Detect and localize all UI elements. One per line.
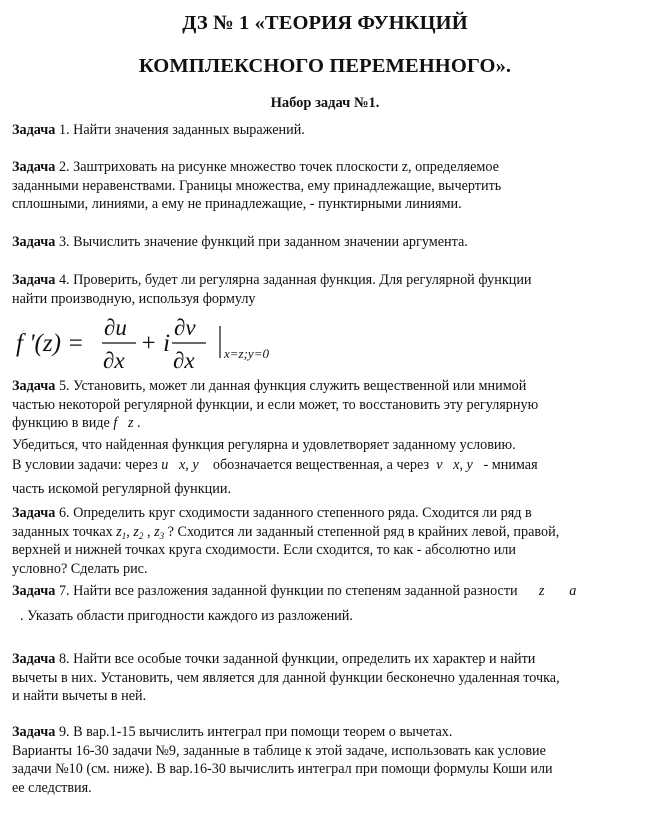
task-line: задачи №10 (см. ниже). В вар.16-30 вычислить интеграл при помощи формулы Коши или xyxy=(12,761,553,778)
task-number: 2. xyxy=(55,159,70,175)
task-line xyxy=(12,456,637,475)
math-z3: $z_3$ xyxy=(154,523,165,541)
task-text: Проверить, будет ли регулярна заданная функция. Для регулярной функции xyxy=(69,272,532,288)
math-vxy: x, y xyxy=(453,457,473,474)
task-line: частью некоторой регулярной функции, и если может, то восстановить эту регулярную xyxy=(12,396,539,413)
task-text: В вар.1-15 вычислить интеграл при помощи теорем о вычетах. xyxy=(69,724,453,740)
math-uxy: x, y xyxy=(178,457,199,474)
task-label: Задача xyxy=(12,505,56,521)
task-label: Задача xyxy=(12,159,56,175)
task-1 xyxy=(12,121,637,140)
formula-lhs: f '(z) = xyxy=(16,330,85,357)
task-number: 6. xyxy=(55,505,70,521)
task-text: Заштриховать на рисунке множество точек плоскости z, определяемое xyxy=(69,159,499,175)
task-line: верхней и нижней точках круга сходимости. Если сходится, то как - абсолютно или xyxy=(12,542,516,559)
task-line xyxy=(12,723,637,742)
math-z: z xyxy=(127,415,134,432)
task-6 xyxy=(12,504,637,578)
task-line: Варианты 16-30 задачи №9, заданные в таблице к этой задаче, использовать как условие xyxy=(12,742,546,759)
task-text: - мнимая xyxy=(483,457,538,474)
task-text: Найти значения заданных выражений. xyxy=(69,122,305,138)
task-number: 1. xyxy=(55,122,70,138)
task-number: 8. xyxy=(55,651,70,667)
task-line: условно? Сделать рис. xyxy=(12,560,148,577)
task-line xyxy=(12,158,637,177)
task-number: 9. xyxy=(55,724,70,740)
task-text: Вычислить значение функций при заданном значении аргумента. xyxy=(69,234,468,250)
task-number: 4. xyxy=(55,272,70,288)
task-label: Задача xyxy=(12,272,56,288)
formula-dx-2: ∂x xyxy=(173,348,195,373)
task-line: заданных точках $z_1$, $z_2$ , $z_3$ ? Сходится ли заданный степенной ряд в крайних левой, правой, xyxy=(12,523,560,541)
formula-condition: x=z;y=0 xyxy=(224,346,269,361)
task-line: ее следствия. xyxy=(12,779,92,796)
task-7 xyxy=(12,582,637,625)
task-number: 5. xyxy=(55,378,70,394)
task-line xyxy=(12,650,637,669)
task-line: заданными неравенствами. Границы множества, ему принадлежащие, вычертить xyxy=(12,177,502,194)
task-set-subtitle: Набор задач №1. xyxy=(270,95,380,111)
task-number: 3. xyxy=(55,234,70,250)
task-line xyxy=(12,271,637,290)
task-line: и найти вычеты в ней. xyxy=(12,688,147,705)
formula-dx-1: ∂x xyxy=(103,348,125,373)
math-z: z xyxy=(538,583,545,599)
task-line: вычеты в них. Установить, чем является для данной функции бесконечно удаленная точка, xyxy=(12,669,560,686)
task-2 xyxy=(12,158,637,214)
page-title-line-2: КОМПЛЕКСНОГО ПЕРЕМЕННОГО». xyxy=(138,55,512,77)
formula-plus-i: + i xyxy=(140,330,171,357)
task-4 xyxy=(12,271,637,308)
formula-du: ∂u xyxy=(104,318,127,340)
math-f: f xyxy=(113,415,118,432)
task-line xyxy=(12,504,637,523)
derivative-formula xyxy=(14,318,314,374)
task-text: обозначается вещественная, а через xyxy=(212,457,430,474)
math-v: v xyxy=(436,457,443,474)
task-8 xyxy=(12,650,637,706)
task-line xyxy=(12,377,637,396)
task-label: Задача xyxy=(12,583,56,599)
task-text: функцию в виде xyxy=(12,415,110,432)
task-label: Задача xyxy=(12,234,56,250)
task-label: Задача xyxy=(12,378,56,394)
formula-dv: ∂v xyxy=(174,318,196,340)
task-text: Установить, может ли данная функция служить вещественной или мнимой xyxy=(69,378,527,394)
task-line: найти производную, используя формулу xyxy=(12,290,256,307)
task-text: заданных точках xyxy=(12,523,113,540)
task-line xyxy=(12,414,637,433)
task-text: . xyxy=(133,415,141,432)
task-9 xyxy=(12,723,637,797)
task-label: Задача xyxy=(12,651,56,667)
math-a: a xyxy=(569,583,577,599)
math-z1: $z_1$ xyxy=(116,523,127,541)
task-line: . Указать области пригодности каждого из разложений. xyxy=(20,607,353,624)
task-3 xyxy=(12,233,637,252)
task-text: Найти все особые точки заданной функции, определить их характер и найти xyxy=(69,651,536,667)
page-title-line-1: ДЗ № 1 «ТЕОРИЯ ФУНКЦИЙ xyxy=(182,12,468,34)
task-line xyxy=(12,582,637,601)
task-label: Задача xyxy=(12,724,56,740)
task-line: часть искомой регулярной функции. xyxy=(12,480,231,497)
math-u: u xyxy=(161,457,169,474)
task-text: В условии задачи: через xyxy=(12,457,158,474)
task-line: сплошными, линиями, а ему не принадлежащие, - пунктирными линиями. xyxy=(12,196,462,213)
math-z2: $z_2$ xyxy=(133,523,144,541)
task-text: ? Сходится ли заданный степенной ряд в крайних левой, правой, xyxy=(167,523,560,540)
task-number: 7. xyxy=(55,583,70,599)
task-text: Определить круг сходимости заданного степенного ряда. Сходится ли ряд в xyxy=(69,505,532,521)
task-label: Задача xyxy=(12,122,56,138)
task-5 xyxy=(12,377,637,499)
task-line: Убедиться, что найденная функция регулярна и удовлетворяет заданному условию. xyxy=(12,436,516,453)
task-text: Найти все разложения заданной функции по степеням заданной разности xyxy=(69,583,518,599)
